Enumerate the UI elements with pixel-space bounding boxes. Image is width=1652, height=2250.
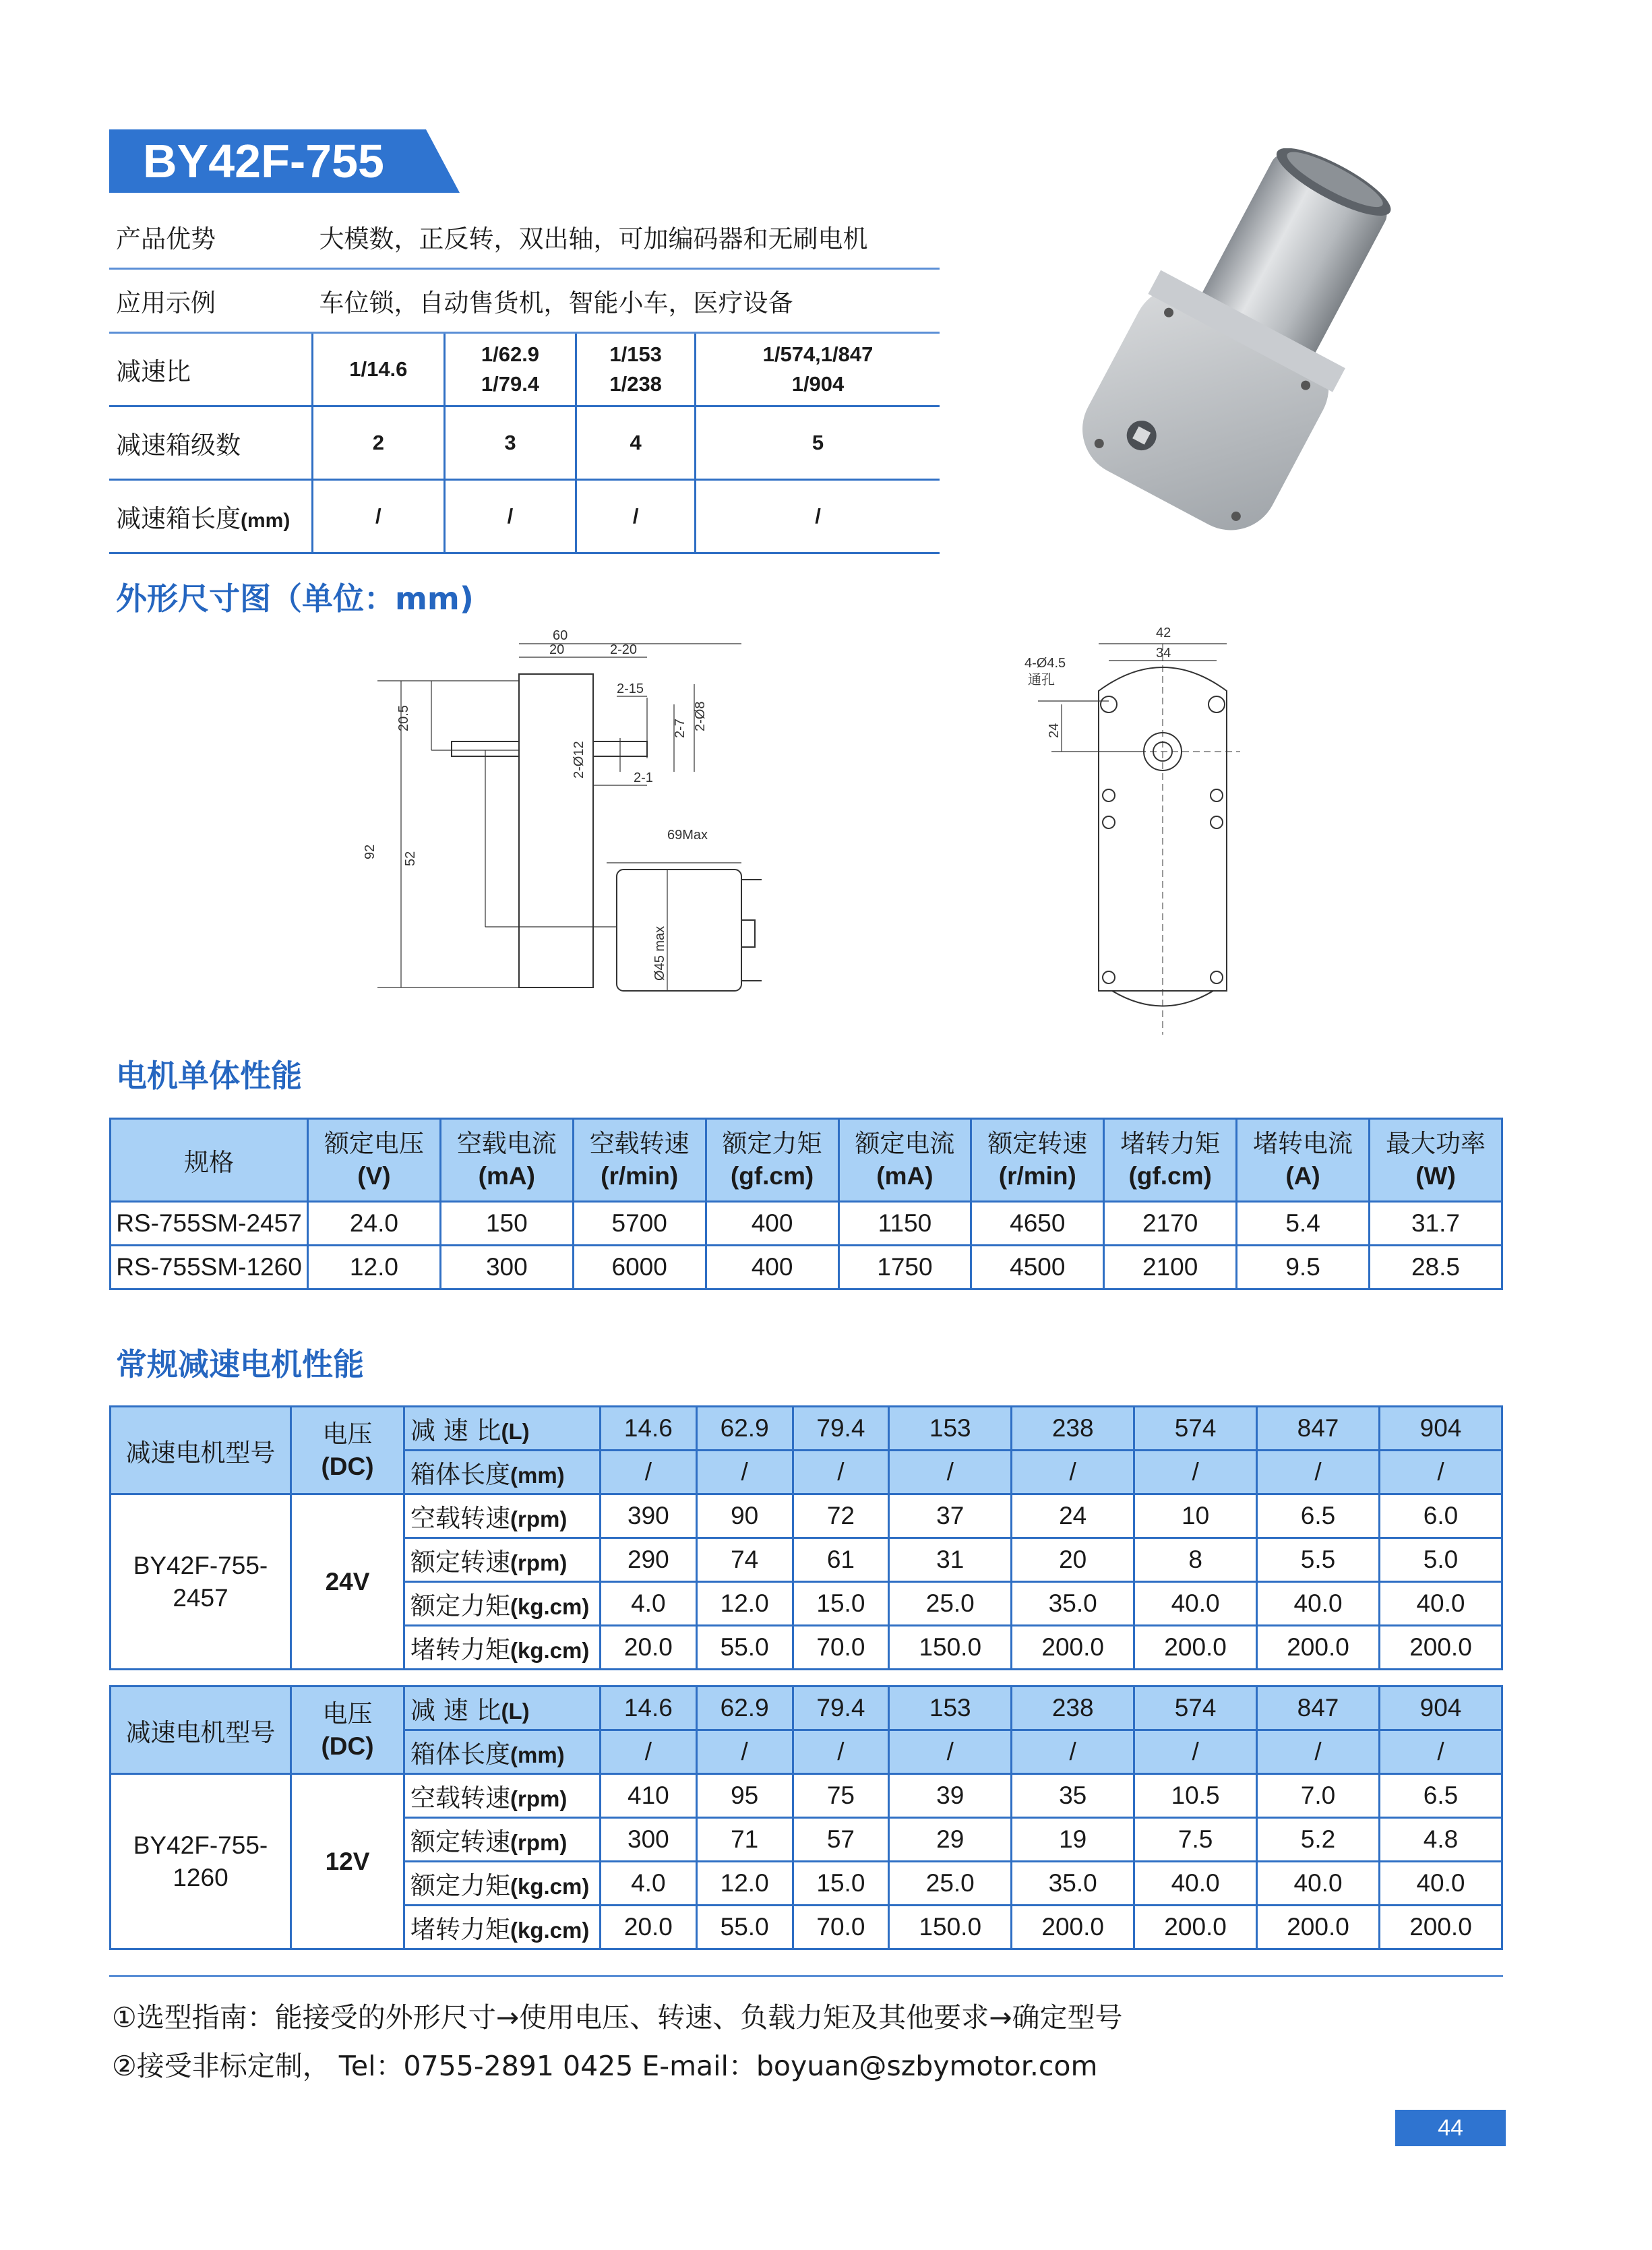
gear-value: 15.0 — [793, 1862, 889, 1906]
gear-value: 70.0 — [793, 1626, 889, 1670]
motor-header-cell — [1370, 1119, 1502, 1202]
gear-value: 20 — [1012, 1538, 1134, 1582]
row-unit: (L) — [501, 1699, 530, 1724]
motor-cell: 24.0 — [308, 1202, 441, 1246]
gear-value: 200.0 — [1134, 1906, 1257, 1949]
motor-perf-table — [109, 1118, 1503, 1290]
row-unit: (mm) — [510, 1742, 565, 1767]
ratio-value: 574 — [1134, 1686, 1257, 1730]
gear-value: 40.0 — [1379, 1862, 1502, 1906]
gear-value: 200.0 — [1134, 1626, 1257, 1670]
length-value: / — [696, 1451, 793, 1494]
gear-perf-table — [109, 1405, 1503, 1670]
gear-value: 6.5 — [1257, 1494, 1380, 1538]
gear-value: 4.0 — [601, 1862, 697, 1906]
dim-20: 20 — [549, 642, 565, 657]
voltage-header — [291, 1407, 404, 1494]
stages-label: 减速箱级数 — [109, 406, 313, 480]
gear-value: 39 — [889, 1774, 1012, 1818]
length-value: / — [601, 1451, 697, 1494]
ratio-value: 153 — [889, 1407, 1012, 1451]
gear-value: 35.0 — [1012, 1862, 1134, 1906]
motor-header-row — [111, 1119, 1502, 1202]
ratio-value: 62.9 — [696, 1686, 793, 1730]
ratio-cell: 1/574,1/847 1/904 — [696, 333, 940, 406]
length-value: / — [1134, 1730, 1257, 1774]
ratio-cell: 1/14.6 — [313, 333, 445, 406]
model-line-2: 2457 — [173, 1583, 228, 1612]
gear-value: 12.0 — [696, 1862, 793, 1906]
motor-header-name: 额定转速 — [987, 1129, 1088, 1158]
motor-cell: 5700 — [573, 1202, 706, 1246]
gear-perf-table — [109, 1685, 1503, 1950]
model-line-1: BY42F-755- — [133, 1551, 268, 1579]
ratio-value: 847 — [1257, 1686, 1380, 1730]
gear-value: 150.0 — [889, 1626, 1012, 1670]
motor-header-cell — [573, 1119, 706, 1202]
motor-cell: 28.5 — [1370, 1246, 1502, 1289]
stages-cell: 4 — [576, 406, 696, 480]
motor-header-cell — [440, 1119, 573, 1202]
row-label-cell — [404, 1906, 601, 1949]
row-label-cell — [404, 1494, 601, 1538]
page-number: 44 — [1395, 2110, 1506, 2146]
gear-value: 7.5 — [1134, 1818, 1257, 1862]
gear-value: 150.0 — [889, 1906, 1012, 1949]
row-label: 空载转速 — [410, 1784, 510, 1813]
row-label: 堵转力矩 — [410, 1915, 510, 1944]
motor-cell: 6000 — [573, 1246, 706, 1289]
length-cell: / — [313, 480, 445, 553]
gear-value: 300 — [601, 1818, 697, 1862]
gear-value: 71 — [696, 1818, 793, 1862]
length-value: / — [889, 1730, 1012, 1774]
motor-header-cell — [1237, 1119, 1370, 1202]
dim-24: 24 — [1047, 723, 1062, 738]
footer-rule — [109, 1975, 1503, 1977]
note-line-2: ②接受非标定制， Tel：0755-2891 0425 E-mail：boyuan@szbymotor.com — [112, 2050, 1098, 2082]
gear-value: 35.0 — [1012, 1582, 1134, 1626]
row-label: 减 速 比 — [410, 1696, 501, 1725]
spec-table — [109, 206, 940, 554]
gear-value: 40.0 — [1134, 1862, 1257, 1906]
gear-value: 200.0 — [1012, 1906, 1134, 1949]
motor-header-unit: (gf.cm) — [1128, 1162, 1212, 1190]
voltage-cell: 24V — [291, 1494, 404, 1670]
row-unit: (rpm) — [510, 1830, 568, 1855]
row-label-cell — [404, 1818, 601, 1862]
length-cell: / — [576, 480, 696, 553]
spec-row-application — [109, 269, 940, 333]
row-unit: (kg.cm) — [510, 1594, 590, 1619]
gear-value: 74 — [696, 1538, 793, 1582]
length-cell: / — [696, 480, 940, 553]
gear-value: 200.0 — [1379, 1626, 1502, 1670]
row-label-cell — [404, 1538, 601, 1582]
voltage-header-unit: (DC) — [321, 1452, 374, 1480]
motor-header-name: 堵转电流 — [1253, 1129, 1353, 1158]
row-unit: (rpm) — [510, 1550, 568, 1575]
ratio-value: 904 — [1379, 1407, 1502, 1451]
gear-value: 290 — [601, 1538, 697, 1582]
gear-value: 6.0 — [1379, 1494, 1502, 1538]
voltage-header-unit: (DC) — [321, 1732, 374, 1760]
gear-value: 40.0 — [1379, 1582, 1502, 1626]
row-unit: (rpm) — [510, 1507, 568, 1531]
length-cell: / — [444, 480, 576, 553]
gear-value: 55.0 — [696, 1626, 793, 1670]
gear-value: 200.0 — [1379, 1906, 1502, 1949]
model-cell — [111, 1774, 291, 1949]
gear-value: 24 — [1012, 1494, 1134, 1538]
spec-row-stages — [109, 406, 940, 480]
row-label-cell — [404, 1862, 601, 1906]
motor-cell: 300 — [440, 1246, 573, 1289]
model-header: 减速电机型号 — [111, 1407, 291, 1494]
gear-value: 19 — [1012, 1818, 1134, 1862]
gear-value: 29 — [889, 1818, 1012, 1862]
row-label-cell — [404, 1686, 601, 1730]
model-cell — [111, 1494, 291, 1670]
gear-section-title: 常规减速电机性能 — [116, 1346, 364, 1382]
dim-34: 34 — [1156, 646, 1171, 661]
stages-cell: 3 — [444, 406, 576, 480]
row-label: 空载转速 — [410, 1504, 510, 1533]
gear-value: 40.0 — [1257, 1582, 1380, 1626]
title-tab — [109, 129, 460, 193]
application-value: 车位锁，自动售货机，智能小车，医疗设备 — [313, 269, 940, 333]
length-value: / — [1012, 1451, 1134, 1494]
dim-2-20: 2-20 — [610, 642, 638, 657]
dim-42: 42 — [1156, 626, 1171, 640]
gear-value: 4.0 — [601, 1582, 697, 1626]
motor-header-unit: (mA) — [876, 1162, 934, 1190]
motor-header-cell — [706, 1119, 838, 1202]
length-value: / — [793, 1451, 889, 1494]
ratio-value: 14.6 — [601, 1407, 697, 1451]
row-label: 额定力矩 — [410, 1871, 510, 1900]
dim-69max: 69Max — [667, 828, 708, 843]
dim-2-1: 2-1 — [634, 770, 653, 785]
motor-cell: 5.4 — [1237, 1202, 1370, 1246]
motor-header-cell — [971, 1119, 1104, 1202]
dim-holes: 4-Ø4.5 — [1024, 656, 1066, 671]
gear-value: 4.8 — [1379, 1818, 1502, 1862]
note-line-1: ①选型指南：能接受的外形尺寸→使用电压、转速、负载力矩及其他要求→确定型号 — [112, 2001, 1123, 2034]
row-label-cell — [404, 1582, 601, 1626]
row-label-cell — [404, 1451, 601, 1494]
row-label: 额定力矩 — [410, 1591, 510, 1620]
row-label: 箱体长度 — [410, 1460, 510, 1489]
product-title: BY42F-755 — [143, 135, 384, 187]
motor-row — [111, 1202, 1502, 1246]
row-label: 箱体长度 — [410, 1740, 510, 1769]
motor-header-cell — [308, 1119, 441, 1202]
length-value: / — [1012, 1730, 1134, 1774]
motor-header-name: 最大功率 — [1386, 1129, 1486, 1158]
gear-value: 75 — [793, 1774, 889, 1818]
ratio-value: 238 — [1012, 1407, 1134, 1451]
gear-value: 200.0 — [1012, 1626, 1134, 1670]
voltage-header-label: 电压 — [322, 1699, 373, 1728]
length-value: / — [1379, 1451, 1502, 1494]
motor-header-cell — [111, 1119, 308, 1202]
dim-20-5: 20.5 — [396, 705, 411, 731]
length-value: / — [1257, 1451, 1380, 1494]
motor-header-name: 额定电流 — [855, 1129, 955, 1158]
row-label: 减 速 比 — [410, 1416, 501, 1445]
spec-row-advantage — [109, 206, 940, 269]
motor-cell: 31.7 — [1370, 1202, 1502, 1246]
motor-cell: 150 — [440, 1202, 573, 1246]
ratio-cell: 1/153 1/238 — [576, 333, 696, 406]
dim-92: 92 — [363, 844, 377, 859]
gear-header-row — [111, 1407, 1502, 1451]
dim-2-7: 2-7 — [673, 719, 687, 738]
gear-value: 31 — [889, 1538, 1012, 1582]
length-value: / — [889, 1451, 1012, 1494]
row-unit: (L) — [501, 1419, 530, 1444]
dim-2-15: 2-15 — [617, 681, 644, 696]
dim-45max: Ø45 max — [652, 925, 667, 981]
gear-value: 20.0 — [601, 1906, 697, 1949]
gear-data-row — [111, 1774, 1502, 1818]
row-unit: (kg.cm) — [510, 1918, 590, 1943]
gear-value: 200.0 — [1257, 1906, 1380, 1949]
motor-header-unit: (gf.cm) — [730, 1162, 814, 1190]
dim-through: 通孔 — [1028, 671, 1055, 688]
ratio-value: 904 — [1379, 1686, 1502, 1730]
gear-value: 61 — [793, 1538, 889, 1582]
gear-value: 410 — [601, 1774, 697, 1818]
length-value: / — [1257, 1730, 1380, 1774]
gear-value: 6.5 — [1379, 1774, 1502, 1818]
motor-header-name: 空载转速 — [589, 1129, 690, 1158]
length-value: / — [1379, 1730, 1502, 1774]
row-label-cell — [404, 1626, 601, 1670]
gear-value: 5.0 — [1379, 1538, 1502, 1582]
ratio-value: 79.4 — [793, 1407, 889, 1451]
dim-52: 52 — [403, 851, 418, 866]
row-label: 堵转力矩 — [410, 1635, 510, 1664]
row-unit: (kg.cm) — [510, 1638, 590, 1663]
motor-header-unit: (r/min) — [998, 1162, 1076, 1190]
gear-value: 72 — [793, 1494, 889, 1538]
row-unit: (mm) — [510, 1463, 565, 1488]
model-line-2: 1260 — [173, 1863, 228, 1891]
motor-cell: RS-755SM-1260 — [111, 1246, 308, 1289]
motor-header-cell — [1104, 1119, 1237, 1202]
length-label-text: 减速箱长度 — [116, 504, 241, 533]
motor-header-name: 额定电压 — [324, 1129, 424, 1158]
motor-cell: 2170 — [1104, 1202, 1237, 1246]
spec-row-ratio — [109, 333, 940, 406]
motor-cell: 12.0 — [308, 1246, 441, 1289]
gear-value: 57 — [793, 1818, 889, 1862]
motor-cell: 4650 — [971, 1202, 1104, 1246]
gear-value: 20.0 — [601, 1626, 697, 1670]
motor-cell: 9.5 — [1237, 1246, 1370, 1289]
row-label: 额定转速 — [410, 1827, 510, 1856]
model-header: 减速电机型号 — [111, 1686, 291, 1774]
dim-60: 60 — [553, 628, 568, 643]
dim-2-o8: 2-Ø8 — [693, 701, 708, 731]
length-value: / — [1134, 1451, 1257, 1494]
gear-value: 90 — [696, 1494, 793, 1538]
motor-header-unit: (V) — [357, 1162, 391, 1190]
gear-value: 7.0 — [1257, 1774, 1380, 1818]
gear-value: 200.0 — [1257, 1626, 1380, 1670]
motor-cell: RS-755SM-2457 — [111, 1202, 308, 1246]
voltage-header-label: 电压 — [322, 1419, 373, 1449]
voltage-cell: 12V — [291, 1774, 404, 1949]
ratio-value: 14.6 — [601, 1686, 697, 1730]
gear-data-row — [111, 1494, 1502, 1538]
ratio-value: 62.9 — [696, 1407, 793, 1451]
row-label-cell — [404, 1730, 601, 1774]
motor-header-cell — [838, 1119, 971, 1202]
side-view-drawing — [350, 617, 890, 1048]
gear-value: 8 — [1134, 1538, 1257, 1582]
gear-value: 15.0 — [793, 1582, 889, 1626]
ratio-value: 79.4 — [793, 1686, 889, 1730]
gear-value: 25.0 — [889, 1582, 1012, 1626]
front-view-drawing — [1011, 617, 1294, 1055]
motor-cell: 400 — [706, 1202, 838, 1246]
motor-header-unit: (W) — [1415, 1162, 1456, 1190]
drawing-section-title: 外形尺寸图（单位：mm) — [116, 580, 474, 617]
motor-header-name: 额定力矩 — [722, 1129, 822, 1158]
ratio-value: 847 — [1257, 1407, 1380, 1451]
motor-cell: 1150 — [838, 1202, 971, 1246]
motor-cell: 2100 — [1104, 1246, 1237, 1289]
motor-header-name: 规格 — [184, 1148, 234, 1177]
gear-value: 70.0 — [793, 1906, 889, 1949]
row-label-cell — [404, 1407, 601, 1451]
advantage-value: 大模数，正反转，双出轴，可加编码器和无刷电机 — [313, 206, 940, 269]
stages-cell: 2 — [313, 406, 445, 480]
gear-value: 5.5 — [1257, 1538, 1380, 1582]
model-line-1: BY42F-755- — [133, 1831, 268, 1859]
application-label: 应用示例 — [109, 269, 313, 333]
gear-value: 95 — [696, 1774, 793, 1818]
length-label — [109, 480, 313, 553]
gear-value: 5.2 — [1257, 1818, 1380, 1862]
row-label-cell — [404, 1774, 601, 1818]
motor-cell: 400 — [706, 1246, 838, 1289]
row-unit: (rpm) — [510, 1786, 568, 1811]
motor-header-unit: (r/min) — [601, 1162, 679, 1190]
stages-cell: 5 — [696, 406, 940, 480]
motor-header-name: 空载电流 — [456, 1129, 557, 1158]
motor-cell: 4500 — [971, 1246, 1104, 1289]
gear-value: 40.0 — [1134, 1582, 1257, 1626]
gear-value: 390 — [601, 1494, 697, 1538]
gear-value: 12.0 — [696, 1582, 793, 1626]
dim-2-o12: 2-Ø12 — [572, 741, 586, 779]
gear-value: 37 — [889, 1494, 1012, 1538]
motor-row — [111, 1246, 1502, 1289]
length-value: / — [601, 1730, 697, 1774]
motor-header-unit: (A) — [1285, 1162, 1320, 1190]
motor-header-unit: (mA) — [478, 1162, 535, 1190]
ratio-value: 238 — [1012, 1686, 1134, 1730]
motor-section-title: 电机单体性能 — [116, 1058, 302, 1094]
gear-value: 10.5 — [1134, 1774, 1257, 1818]
ratio-value: 153 — [889, 1686, 1012, 1730]
ratio-value: 574 — [1134, 1407, 1257, 1451]
motor-header-name: 堵转力矩 — [1120, 1129, 1221, 1158]
gear-value: 40.0 — [1257, 1862, 1380, 1906]
ratio-label: 减速比 — [109, 333, 313, 406]
ratio-cell: 1/62.9 1/79.4 — [444, 333, 576, 406]
gear-value: 10 — [1134, 1494, 1257, 1538]
advantage-label: 产品优势 — [109, 206, 313, 269]
row-unit: (kg.cm) — [510, 1874, 590, 1899]
gear-value: 35 — [1012, 1774, 1134, 1818]
gear-header-row — [111, 1686, 1502, 1730]
spec-row-length — [109, 480, 940, 553]
length-value: / — [793, 1730, 889, 1774]
voltage-header — [291, 1686, 404, 1774]
product-photo — [1051, 148, 1429, 566]
row-label: 额定转速 — [410, 1548, 510, 1577]
motor-cell: 1750 — [838, 1246, 971, 1289]
gear-value: 25.0 — [889, 1862, 1012, 1906]
length-label-unit: (mm) — [241, 510, 290, 532]
gear-value: 55.0 — [696, 1906, 793, 1949]
length-value: / — [696, 1730, 793, 1774]
